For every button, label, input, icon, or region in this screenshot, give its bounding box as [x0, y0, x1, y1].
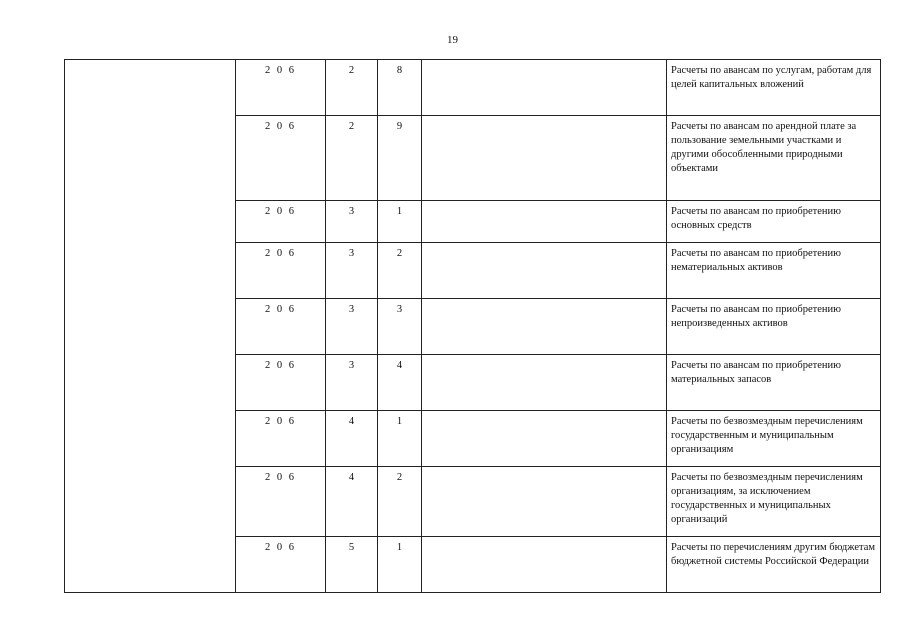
group-code: 2 — [326, 116, 378, 201]
account-name: Расчеты по авансам по приобретению основных средств — [667, 201, 881, 243]
account-name: Расчеты по авансам по услугам, работам для целей капитальных вложений — [667, 60, 881, 116]
account-code: 2 0 6 — [236, 467, 326, 537]
sub-code: 2 — [378, 467, 422, 537]
blank-cell — [422, 537, 667, 593]
sub-code: 1 — [378, 411, 422, 467]
account-name: Расчеты по перечислениям другим бюджетам бюджетной системы Российской Федерации — [667, 537, 881, 593]
sub-code: 2 — [378, 243, 422, 299]
account-code: 2 0 6 — [236, 355, 326, 411]
group-code: 4 — [326, 467, 378, 537]
blank-cell — [422, 201, 667, 243]
account-code: 2 0 6 — [236, 201, 326, 243]
account-name: Расчеты по авансам по приобретению нематериальных активов — [667, 243, 881, 299]
account-code: 2 0 6 — [236, 537, 326, 593]
page-number: 19 — [447, 34, 458, 46]
account-code: 2 0 6 — [236, 243, 326, 299]
account-code: 2 0 6 — [236, 60, 326, 116]
sub-code: 1 — [378, 201, 422, 243]
group-code: 3 — [326, 201, 378, 243]
account-code: 2 0 6 — [236, 411, 326, 467]
blank-cell — [422, 60, 667, 116]
sub-code: 1 — [378, 537, 422, 593]
group-code: 3 — [326, 355, 378, 411]
account-code: 2 0 6 — [236, 116, 326, 201]
sub-code: 9 — [378, 116, 422, 201]
accounts-table — [64, 59, 881, 593]
group-code: 3 — [326, 243, 378, 299]
account-name: Расчеты по безвозмездным перечислениям организациям, за исключением государственных и муниципальных организаций — [667, 467, 881, 537]
blank-cell — [422, 355, 667, 411]
group-code: 3 — [326, 299, 378, 355]
table-row — [65, 60, 881, 116]
group-code: 2 — [326, 60, 378, 116]
account-name: Расчеты по авансам по приобретению материальных запасов — [667, 355, 881, 411]
account-name: Расчеты по безвозмездным перечислениям государственным и муниципальным организациям — [667, 411, 881, 467]
blank-cell — [422, 411, 667, 467]
blank-cell — [422, 467, 667, 537]
blank-merged-cell — [65, 60, 236, 593]
group-code: 4 — [326, 411, 378, 467]
group-code: 5 — [326, 537, 378, 593]
blank-cell — [422, 116, 667, 201]
account-name: Расчеты по авансам по приобретению непроизведенных активов — [667, 299, 881, 355]
sub-code: 3 — [378, 299, 422, 355]
account-name: Расчеты по авансам по арендной плате за пользование земельными участками и другими обособленными природными объектами — [667, 116, 881, 201]
blank-cell — [422, 299, 667, 355]
blank-cell — [422, 243, 667, 299]
sub-code: 8 — [378, 60, 422, 116]
sub-code: 4 — [378, 355, 422, 411]
account-code: 2 0 6 — [236, 299, 326, 355]
